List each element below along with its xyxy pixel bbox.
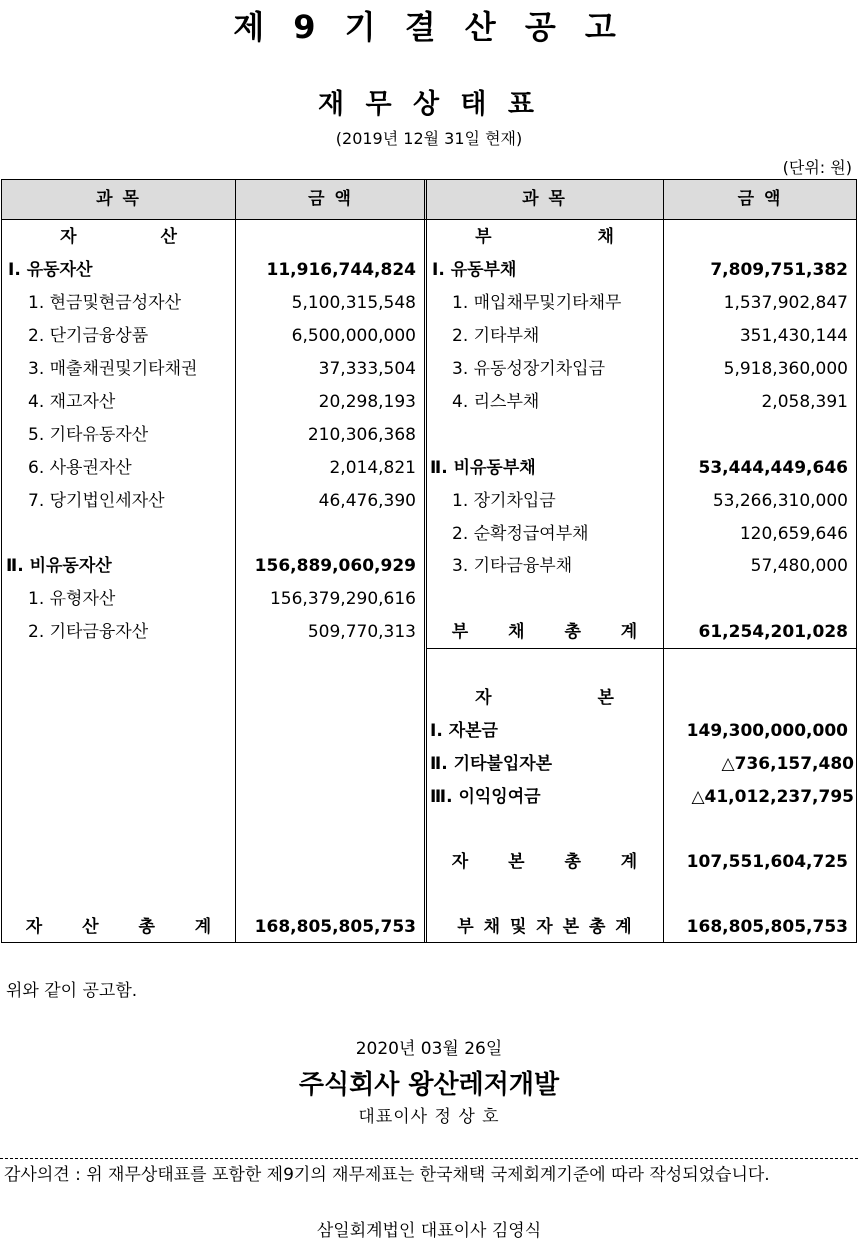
asset-item-amount: 6,500,000,000: [291, 326, 416, 346]
asset-item-label: 6. 사용권자산: [28, 458, 132, 478]
liability-item-amount: 120,659,646: [739, 524, 848, 544]
asset-item-label: 3. 매출채권및기타채권: [28, 359, 198, 379]
current-assets-label: Ⅰ. 유동자산: [8, 260, 93, 280]
equity-section-label: 자 본: [475, 688, 614, 708]
auditor-signature: 삼일회계법인 대표이사 김영식: [316, 1221, 542, 1241]
liabilities-total-amount: 61,254,201,028: [698, 622, 848, 642]
publication-date: 2020년 03월 26일: [355, 1039, 503, 1059]
header-amount-right: 금 액: [737, 189, 783, 209]
asset-item-amount: 37,333,504: [318, 359, 416, 379]
liability-item-amount: 1,537,902,847: [723, 293, 848, 313]
noncurrent-assets-label: Ⅱ. 비유동자산: [6, 556, 112, 576]
asset-item-amount: 156,379,290,616: [269, 589, 416, 609]
liability-item-label: 3. 유동성장기차입금: [452, 359, 605, 379]
liability-item-amount: 5,918,360,000: [723, 359, 848, 379]
grand-total-label: 부 채 및 자 본 총 계: [457, 917, 632, 937]
divider: [426, 180, 427, 942]
asset-item-label: 2. 기타금융자산: [28, 622, 149, 642]
assets-total-label: 자 산 총 계: [25, 917, 212, 937]
assets-total-amount: 168,805,805,753: [254, 917, 416, 937]
header-subject-right: 과 목: [522, 189, 567, 209]
liability-item-label: 3. 기타금융부채: [452, 556, 573, 576]
liability-item-label: 2. 순확정급여부채: [452, 524, 589, 544]
liability-item-amount: 2,058,391: [761, 392, 848, 412]
asset-item-label: 5. 기타유동자산: [28, 425, 149, 445]
liability-item-amount: 57,480,000: [750, 556, 848, 576]
liability-item-label: 4. 리스부채: [452, 392, 540, 412]
equity-item-label: Ⅱ. 기타불입자본: [430, 754, 553, 774]
assets-section-label: 자 산: [60, 227, 177, 247]
asset-item-amount: 46,476,390: [318, 491, 416, 511]
company-name: 주식회사 왕산레저개발: [298, 1070, 560, 1100]
asset-item-label: 7. 당기법인세자산: [28, 491, 165, 511]
asset-item-amount: 20,298,193: [318, 392, 416, 412]
equity-item-label: Ⅲ. 이익잉여금: [430, 787, 541, 807]
liability-item-label: 1. 매입채무및기타채무: [452, 293, 622, 313]
unit-label: (단위: 원): [782, 158, 852, 177]
audit-opinion: 감사의견 : 위 재무상태표를 포함한 제9기의 재무제표는 한국채택 국제회계기준에 따라 작성되었습니다.: [4, 1165, 770, 1185]
equity-item-amount: △41,012,237,795: [691, 787, 854, 807]
divider: [424, 180, 425, 942]
statement-title: 재 무 상 태 표: [317, 89, 540, 120]
equity-item-label: Ⅰ. 자본금: [430, 721, 498, 741]
statement-date: (2019년 12월 31일 현재): [335, 129, 523, 148]
current-liabilities-label: Ⅰ. 유동부채: [432, 260, 517, 280]
noncurrent-liabilities-total: 53,444,449,646: [698, 458, 848, 478]
liabilities-section-label: 부 채: [475, 227, 614, 247]
equity-item-amount: 149,300,000,000: [686, 721, 848, 741]
current-liabilities-total: 7,809,751,382: [710, 260, 848, 280]
asset-item-label: 2. 단기금융상품: [28, 326, 149, 346]
asset-item-label: 4. 재고자산: [28, 392, 116, 412]
liability-item-amount: 53,266,310,000: [712, 491, 848, 511]
equity-total-label: 자 본 총 계: [451, 852, 638, 872]
divider: [0, 1158, 858, 1159]
asset-item-label: 1. 유형자산: [28, 589, 116, 609]
liability-item-amount: 351,430,144: [739, 326, 848, 346]
equity-item-amount: △736,157,480: [721, 754, 854, 774]
liabilities-total-label: 부 채 총 계: [451, 622, 638, 642]
noncurrent-assets-total: 156,889,060,929: [254, 556, 416, 576]
asset-item-amount: 5,100,315,548: [291, 293, 416, 313]
grand-total-amount: 168,805,805,753: [686, 917, 848, 937]
equity-total-amount: 107,551,604,725: [686, 852, 848, 872]
asset-item-amount: 2,014,821: [329, 458, 416, 478]
asset-item-amount: 509,770,313: [307, 622, 416, 642]
notice-title: 제 9 기 결 산 공 고: [233, 8, 625, 46]
current-assets-total: 11,916,744,824: [266, 260, 416, 280]
notice-text: 위와 같이 공고함.: [6, 981, 138, 1001]
noncurrent-liabilities-label: Ⅱ. 비유동부채: [430, 458, 536, 478]
header-amount-left: 금 액: [308, 189, 353, 209]
liability-item-label: 1. 장기차입금: [452, 491, 556, 511]
ceo-name: 대표이사 정 상 호: [358, 1107, 500, 1127]
liability-item-label: 2. 기타부채: [452, 326, 540, 346]
balance-sheet-table: [1, 179, 857, 943]
asset-item-amount: 210,306,368: [307, 425, 416, 445]
asset-item-label: 1. 현금및현금성자산: [28, 293, 181, 313]
header-subject-left: 과 목: [96, 189, 141, 209]
